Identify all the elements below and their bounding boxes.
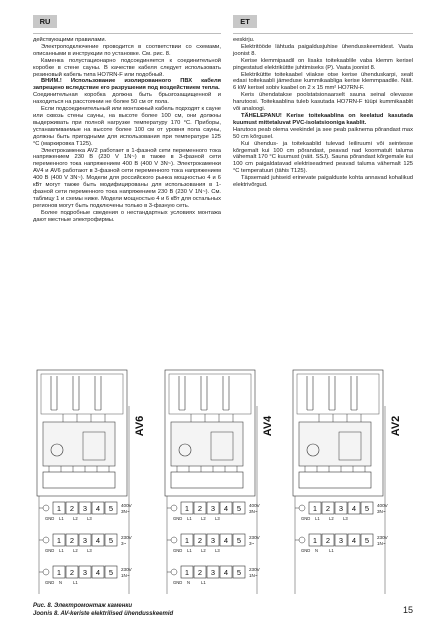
- terminal-row: [39, 534, 133, 553]
- phase-label: 3~: [249, 541, 255, 546]
- terminal-number: 4: [351, 504, 357, 513]
- ground-icon: [171, 537, 177, 543]
- supply-label: L1: [329, 548, 334, 553]
- terminal-number: 2: [69, 504, 75, 513]
- heating-element: [329, 376, 335, 410]
- terminal-number: 1: [56, 568, 62, 577]
- supply-label: GND: [45, 516, 55, 521]
- russian-text-column: [33, 37, 221, 223]
- paragraph: Täpsemaid juhiseid erinevate paigalduste kohta annavad kohalikud elektrivõrgud.: [233, 175, 413, 189]
- paragraph: Kerise klemmipaadil on lisaks toitekaablile vaba klemm kerisel pingestatud elektriküttte juhtimiseks (P). Vaata joonist 8.: [233, 57, 413, 71]
- element-block: [41, 374, 123, 414]
- terminal-row: [295, 502, 389, 521]
- supply-label: GND: [45, 580, 55, 585]
- ground-icon: [299, 505, 305, 511]
- caption-ru: Рис. 8. Электромонтаж каменки: [33, 603, 133, 609]
- terminal-number: 4: [95, 568, 101, 577]
- supply-label: L1: [315, 516, 320, 521]
- language-tag-et: ET: [233, 15, 257, 28]
- supply-label: L3: [343, 516, 348, 521]
- diagram-av6: [33, 366, 157, 598]
- header-rule-right: [233, 33, 413, 34]
- terminal-row: [295, 534, 389, 553]
- ground-icon: [171, 569, 177, 575]
- voltage-label: 400V: [377, 503, 388, 508]
- heating-element: [201, 376, 207, 410]
- paragraph: Соединительная коробка должна быть брызгозащищенной и находиться на расстоянии не более 50 см от пола.: [33, 92, 221, 106]
- paragraph: Если подсоединительный или монтажный кабель подходят к сауне или сквозь стены сауны, на высоте более 100 см, они должны выдерживать при полной нагрузке температуру 170 °C. Приборы, устанавливаемые на высоте более 100 см от уровня пола сауны, должны быть пригодными для использования при температуре 125 °C (маркировка T125).: [33, 106, 221, 147]
- ground-icon: [299, 537, 305, 543]
- heating-element: [179, 376, 185, 410]
- phase-label: 1N~: [377, 541, 386, 546]
- diagram-av4: [161, 366, 285, 598]
- supply-label: GND: [173, 516, 183, 521]
- control-unit: [43, 422, 115, 466]
- supply-label: GND: [173, 548, 183, 553]
- element-block: [169, 374, 251, 414]
- terminal-row: [39, 502, 133, 521]
- terminal-number: 1: [312, 536, 318, 545]
- terminal-number: 1: [184, 504, 190, 513]
- terminal-number: 3: [338, 504, 344, 513]
- terminal-row: [167, 502, 261, 521]
- figure-caption: [33, 603, 173, 618]
- terminal-number: 1: [312, 504, 318, 513]
- voltage-label: 230V: [121, 567, 132, 572]
- supply-label: L3: [87, 516, 92, 521]
- supply-label: L3: [215, 516, 220, 521]
- phase-label: 3N~: [377, 509, 386, 514]
- terminal-number: 1: [184, 568, 190, 577]
- supply-label: L2: [73, 548, 78, 553]
- phase-label: 3~: [121, 541, 127, 546]
- terminal-number: 4: [95, 536, 101, 545]
- header-rule-left: [33, 33, 221, 34]
- supply-label: N: [315, 548, 319, 553]
- ground-icon: [43, 505, 49, 511]
- paragraph: Электрокаменка AV2 работает в 1-фазной сети переменного тока напряжением 230 В (230 V 1N~) в также в 3-фазной сети переменного тока напряжением 400 В (400 V 3N~). Электрокаменки AV4 и AV6 работают в 3-фазной сети переменного тока напряжением 400 В (400 V 3N~). Модели для российского рынка мощностью 4 и 6 кВт могут также быть модифицированы для использования в 1-фазной сети переменного тока напряжением 230 В (230 V 1N~). См. таблицу 1 и схемы ниже. Модели мощностью 4 и 6 кВт для остальных регионов могут быть подключены только в 3-фазную сеть.: [33, 147, 221, 209]
- terminal-number: 4: [95, 504, 101, 513]
- heating-element: [95, 376, 101, 410]
- paragraph: ВНИМ.! Использование изолированного ПВХ кабеля запрещено вследствие его разрушения под воздействием тепла.: [33, 78, 221, 92]
- supply-label: GND: [301, 516, 311, 521]
- wiring-schematic: [161, 366, 285, 598]
- heater-terminal: [299, 472, 371, 488]
- caption-et: Joonis 8. AV-keriste elektrilised ühendusskeemid: [33, 610, 174, 617]
- supply-label: L2: [329, 516, 334, 521]
- terminal-number: 2: [197, 536, 203, 545]
- terminal-number: 2: [325, 504, 331, 513]
- paragraph: Электроподключение проводится в соответствии со схемами, описанными в инструкции по установке. См. рис. 8.: [33, 43, 221, 57]
- supply-label: L1: [201, 580, 206, 585]
- paragraph: Keris ühendatakse poolstatsionaarselt sauna seinal olevasse harutoosi. Toitekaablina tuleb kasutada HO7RN-F tüüpi kummikaablit või analoogi.: [233, 92, 413, 113]
- terminal-number: 3: [210, 568, 216, 577]
- supply-label: L2: [201, 548, 206, 553]
- phase-label: 3N~: [121, 509, 130, 514]
- supply-label: N: [187, 580, 191, 585]
- phase-label: 1N~: [249, 573, 258, 578]
- supply-label: L1: [59, 548, 64, 553]
- terminal-number: 3: [338, 536, 344, 545]
- terminal-number: 4: [351, 536, 357, 545]
- terminal-number: 3: [82, 568, 88, 577]
- wiring-diagrams: [33, 366, 413, 598]
- terminal-number: 5: [236, 568, 242, 577]
- heating-element: [351, 376, 357, 410]
- terminal-row: [39, 566, 133, 585]
- terminal-number: 1: [56, 504, 62, 513]
- wiring-schematic: [289, 366, 413, 598]
- terminal-number: 1: [56, 536, 62, 545]
- supply-label: L2: [201, 516, 206, 521]
- heater-terminal: [171, 472, 243, 488]
- supply-label: L1: [73, 580, 78, 585]
- terminal-number: 1: [184, 536, 190, 545]
- terminal-number: 5: [364, 504, 370, 513]
- terminal-number: 5: [108, 504, 114, 513]
- phase-label: 1N~: [121, 573, 130, 578]
- terminal-number: 2: [197, 568, 203, 577]
- language-tag-ru: RU: [33, 15, 57, 28]
- heating-element: [51, 376, 57, 410]
- supply-label: L1: [187, 516, 192, 521]
- diagram-av2: [289, 366, 413, 598]
- element-block: [297, 374, 379, 414]
- terminal-row: [167, 534, 261, 553]
- paragraph: Elektritööde lähtuda paigaldusjuhise ühendusskeemidest. Vaata joonist 8.: [233, 43, 413, 57]
- terminal-number: 4: [223, 504, 229, 513]
- supply-label: L3: [87, 548, 92, 553]
- paragraph: Elektriküttte toitekaabel viiakse otse kerise ühenduskarpi, sealt edasi toitekaabli jämeduse kummikaabliga kerise klemmpaadile. Näit. 6 kW kerisel sobiv kaabel on 2 x 15 mm² HO7RN-F.: [233, 71, 413, 92]
- terminal-number: 2: [325, 536, 331, 545]
- terminal-number: 2: [69, 568, 75, 577]
- voltage-label: 400V: [121, 503, 132, 508]
- terminal-number: 5: [108, 536, 114, 545]
- terminal-number: 2: [197, 504, 203, 513]
- terminal-number: 2: [69, 536, 75, 545]
- supply-label: GND: [45, 548, 55, 553]
- ground-icon: [43, 569, 49, 575]
- paragraph: Каменка полустационарно подсоединяется к соединительной коробке в стене сауны. В качестве кабеля следует использовать резиновый кабель типа HO7RN-F или подобный.: [33, 57, 221, 78]
- terminal-number: 5: [236, 536, 242, 545]
- control-unit: [171, 422, 243, 466]
- supply-label: GND: [301, 548, 311, 553]
- supply-label: L1: [59, 516, 64, 521]
- paragraph: Harutoos peab olema veekindel ja see peab paiknema põrandast max 50 cm kõrgusel.: [233, 126, 413, 140]
- model-label: AV4: [262, 415, 274, 437]
- supply-label: L2: [73, 516, 78, 521]
- paragraph: eeskirju.: [233, 37, 255, 43]
- paragraph: Kui ühendus- ja toitekaablid tulevad leiliruumi või seintesse kõrgemalt kui 100 cm põrandast, peavad nad koormatult taluma vähemalt 170 °C kuumust (näit. SSJ). Sauna põrandast kõrgemale kui 100 cm paigaldatavad elektriseadmed peavad taluma vähemalt 125 °C temperatuuri (tähis T125).: [233, 140, 413, 175]
- wiring-schematic: [33, 366, 157, 598]
- terminal-number: 5: [108, 568, 114, 577]
- terminal-number: 3: [210, 504, 216, 513]
- heating-element: [307, 376, 313, 410]
- heating-element: [73, 376, 79, 410]
- ground-icon: [43, 537, 49, 543]
- paragraph: действующими правилами.: [33, 37, 107, 43]
- voltage-label: 230V: [377, 535, 388, 540]
- voltage-label: 230V: [121, 535, 132, 540]
- supply-label: L1: [187, 548, 192, 553]
- terminal-number: 3: [82, 504, 88, 513]
- ground-icon: [171, 505, 177, 511]
- supply-label: GND: [173, 580, 183, 585]
- supply-label: N: [59, 580, 63, 585]
- terminal-row: [167, 566, 261, 585]
- paragraph: Более подробные сведения о нестандартных условиях монтажа дают местные электрофирмы.: [33, 209, 221, 223]
- heating-element: [223, 376, 229, 410]
- terminal-number: 5: [364, 536, 370, 545]
- terminal-number: 4: [223, 568, 229, 577]
- voltage-label: 400V: [249, 503, 260, 508]
- voltage-label: 230V: [249, 567, 260, 572]
- paragraph: TÄHELEPANU! Kerise toitekaablina on keelatud kasutada kuumust mittetaluvat PVC-isolatsiooniga kaablit.: [233, 112, 413, 126]
- estonian-text-column: [233, 37, 413, 189]
- phase-label: 3N~: [249, 509, 258, 514]
- page-number: 15: [402, 605, 413, 615]
- terminal-number: 3: [82, 536, 88, 545]
- terminal-number: 5: [236, 504, 242, 513]
- terminal-number: 3: [210, 536, 216, 545]
- control-unit: [299, 422, 371, 466]
- model-label: AV6: [134, 415, 146, 437]
- heater-terminal: [43, 472, 115, 488]
- supply-label: L3: [215, 548, 220, 553]
- model-label: AV2: [390, 415, 402, 437]
- terminal-number: 4: [223, 536, 229, 545]
- voltage-label: 230V: [249, 535, 260, 540]
